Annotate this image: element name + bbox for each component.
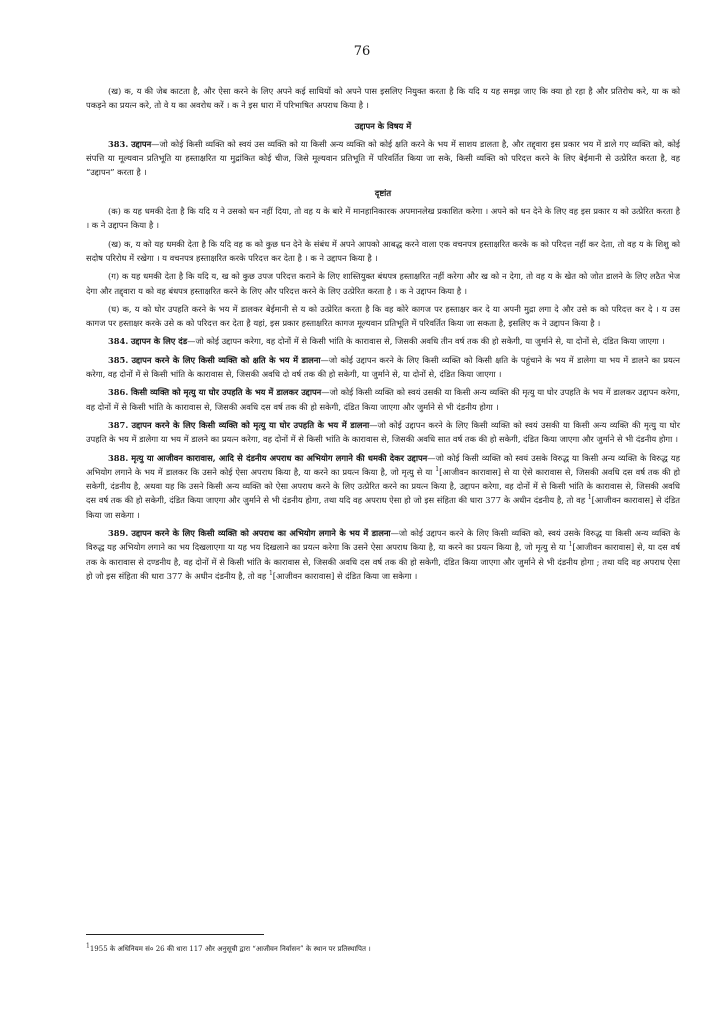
section-text: —जो कोई उद्दापन करने के लिए किसी व्यक्ति को, स्वयं उसके विरुद्ध या किसी अन्य व्यक्ति के विरुद्ध यह अभियोग लगाने का भय दिखलाएगा या यह भय दिखलाने का प्रयत्न करेगा कि उसने ऐसा अपराध किया है, या करने का प्रयत्न किया है, जो मृत्यु से या bbox=[86, 528, 680, 553]
section-title: उद्दापन करने के लिए किसी व्यक्ति को क्षति के भय में डालना bbox=[131, 354, 321, 365]
section-text: —जो कोई किसी व्यक्ति को स्वयं उसकी या किसी अन्य व्यक्ति की मृत्यु या घोर उपहति के भय में डालकर उद्दापन करेगा, वह दोनों में से किसी भांति के कारावास से, जिसकी अवधि दस वर्ष तक की हो सकेगी, दंडित किया जाएगा और जुर्माने से भी दंडनीय होगा । bbox=[86, 387, 680, 412]
section-385 bbox=[86, 353, 680, 382]
section-number: 386. bbox=[108, 387, 129, 398]
section-title: उद्दापन के लिए दंड bbox=[130, 336, 188, 347]
section-number: 388. bbox=[108, 452, 129, 463]
footnote-reference: 1 bbox=[587, 494, 592, 502]
illustration-d: (घ) क, य को घोर उपहति करने के भय में डालकर बेईमानी से य को उत्प्रेरित करता है कि वह कोरे कागज पर हस्ताक्षर कर दे या अपनी मुद्रा लगा दे और उसे क को परिदत्त कर दे । य उस कागज पर हस्ताक्षर करके उसे क को परिदत्त कर देता है यहां, इस प्रकार हस्ताक्षरित कागज मूल्यवान प्रतिभूति में परिवर्तित किया जा सकता है, इसलिए क ने उद्दापन किया है । bbox=[86, 303, 680, 329]
section-text: —जो कोई उद्दापन करेगा, वह दोनों में से किसी भांति के कारावास से, जिसकी अवधि तीन वर्ष तक की हो सकेगी, या जुर्माने से, या दोनों से, दंडित किया जाएगा । bbox=[187, 336, 665, 347]
section-text: —जो कोई किसी व्यक्ति को स्वयं उसके विरुद्ध या किसी अन्य व्यक्ति के विरुद्ध यह अभियोग लगाने के भय में डालकर कि उसने कोई ऐसा अपराध किया है, या करने का प्रयत्न किया है, जो मृत्यु से या bbox=[86, 452, 680, 477]
section-title: मृत्यु या आजीवन कारावास, आदि से दंडनीय अपराध का अभियोग लगाने की धमकी देकर उद्दापन bbox=[131, 452, 428, 463]
section-number: 389. bbox=[108, 528, 129, 539]
illustration-c: (ग) क यह धमकी देता है कि यदि य, ख को कुछ उपज परिदत्त कराने के लिए शास्तियुक्त बंधपत्र हस्ताक्षरित नहीं करेगा और ख को न देगा, तो वह य के खेत को जोत डालने के लिए लठैत भेज देगा और तद्द्वारा य को वह बंधपत्र हस्ताक्षरित करने के लिए और परिदत्त करने के लिए उत्प्रेरित करता है । क ने उद्दापन किया है । bbox=[86, 271, 680, 296]
footnote-reference: 1 bbox=[568, 541, 573, 549]
footnote-divider bbox=[86, 934, 264, 935]
section-number: 383. bbox=[108, 138, 129, 149]
section-title: उद्दापन करने के लिए किसी व्यक्ति को अपराध का अभियोग लगाने के भय में डालना bbox=[131, 528, 391, 539]
document-body bbox=[86, 84, 680, 587]
footnote-reference: 1 bbox=[268, 570, 273, 578]
section-text: —जो कोई किसी व्यक्ति को स्वयं उस व्यक्ति को या किसी अन्य व्यक्ति को कोई क्षति करने के भय में साशय डालता है, और तद्द्वारा इस प्रकार भय में डाले गए व्यक्ति को, कोई संपत्ति या मूल्यवान प्रतिभूति या हस्ताक्षरित या मुद्रांकित कोई चीज, जिसे मूल्यवान प्रतिभूति में परिवर्तित किया जा सके, किसी व्यक्ति को परिदत्त करने के लिए बेईमानी से उत्प्रेरित करता है, वह “उद्दापन” करता है । bbox=[86, 138, 680, 178]
section-number: 385. bbox=[108, 354, 129, 365]
section-text: —जो कोई उद्दापन करने के लिए किसी व्यक्ति को किसी क्षति के पहुंचाने के भय में डालेगा या भय में डालने का प्रयत्न करेगा, वह दोनों में से किसी भांति के कारावास से, जिसकी अवधि दो वर्ष तक की हो सकेगी, या जुर्माने से, या दोनों से, दंडित किया जाएगा । bbox=[86, 354, 680, 380]
footnote bbox=[86, 944, 680, 954]
section-389 bbox=[86, 526, 680, 583]
section-387 bbox=[86, 418, 680, 447]
illustration-paragraph: (ख) क, य की जेब काटता है, और ऐसा करने के लिए अपने कई साथियों को अपने पास इसलिए नियुक्त करता है कि यदि य यह समझ जाए कि क्या हो रहा है और प्रतिरोध करे, या क को पकड़ने का प्रयत्न करे, तो वे य का अवरोध करें । क ने इस धारा में परिभाषित अपराध किया है । bbox=[86, 86, 680, 111]
section-title: उद्दापन bbox=[131, 138, 152, 149]
footnote-mark: 1 bbox=[86, 942, 90, 950]
illustration-a: (क) क यह धमकी देता है कि यदि य ने उसको धन नहीं दिया, तो वह य के बारे में मानहानिकारक अपमानलेख प्रकाशित करेगा । अपने को धन देने के लिए वह इस प्रकार य को उत्प्रेरित करता है । क ने उद्दापन किया है । bbox=[86, 206, 680, 231]
section-title: किसी व्यक्ति को मृत्यु या घोर उपहति के भय में डालकर उद्दापन bbox=[130, 387, 322, 398]
section-text: [आजीवन कारावास] से या ऐसे कारावास से, जिसकी अवधि दस वर्ष तक की हो सकेगी, दंडनीय है, अथवा यह कि उसने किसी अन्य व्यक्ति को ऐसा अपराध करने के लिए उत्प्रेरित करने का प्रयत्न किया है, उद्दापन करेगा, वह दोनों में से किसी भांति के कारावास से, जिसकी अवधि दस वर्ष तक की हो सकेगी, दंडित किया जाएगा और जुर्माने से भी दंडनीय होगा, तथा यदि वह अपराध ऐसा हो जो इस संहिता की धारा 377 के अधीन दंडनीय है, तो वह bbox=[86, 466, 680, 506]
section-number: 387. bbox=[108, 419, 129, 430]
section-number: 384. bbox=[108, 336, 129, 347]
illustrations-heading: दृष्टांत bbox=[374, 187, 392, 198]
section-text: —जो कोई उद्दापन करने के लिए किसी व्यक्ति को स्वयं उसकी या किसी अन्य व्यक्ति की मृत्यु या घोर उपहति के भय में डालेगा या भय में डालने का प्रयत्न करेगा, वह दोनों में से किसी भांति के कारावास से, जिसकी अवधि सात वर्ष तक की हो सकेगी, दंडित किया जाएगा और जुर्माने से भी दंडनीय होगा । bbox=[86, 419, 681, 445]
section-text: [आजीवन कारावास] से, या दस वर्ष तक के कारावास से दण्डनीय है, वह दोनों में से किसी भांति के कारावास से, जिसकी अवधि दस वर्ष तक की हो सकेगी, दंडित किया जाएगा और जुर्माने से भी दंडनीय होगा ; तथा यदि वह अपराध ऐसा हो जो इस संहिता की धारा 377 के अधीन दंडनीय है, तो वह bbox=[86, 542, 681, 581]
illustration-b: (ख) क, य को यह धमकी देता है कि यदि वह क को कुछ धन देने के संबंध में अपने आपको आबद्ध करने वाला एक वचनपत्र हस्ताक्षरित करके क को परिदत्त नहीं कर देता, तो वह य के शिशु को सदोष परिरोध में रखेगा । य वचनपत्र हस्ताक्षरित करके परिदत्त कर देता है । क ने उद्दापन किया है । bbox=[86, 238, 680, 263]
section-group-heading: उद्दापन के विषय में bbox=[354, 120, 412, 131]
section-text: [आजीवन कारावास] से दंडित किया जा सकेगा । bbox=[86, 495, 680, 520]
section-386 bbox=[86, 385, 680, 414]
footnote-reference: 1 bbox=[435, 466, 440, 474]
section-384 bbox=[86, 334, 680, 348]
section-title: उद्दापन करने के लिए किसी व्यक्ति को मृत्यु या घोर उपहति के भय में डालना bbox=[131, 419, 370, 430]
section-383 bbox=[86, 137, 680, 180]
footnote-text: 1955 के अधिनियम सं० 26 की धारा 117 और अनुसूची द्वारा “आजीवन निर्वासन” के स्थान पर प्रतिस्थापित । bbox=[89, 945, 371, 953]
section-388 bbox=[86, 451, 680, 522]
page-number: 76 bbox=[353, 44, 371, 59]
section-text: [आजीवन कारावास] से दंडित किया जा सकेगा । bbox=[272, 570, 418, 581]
